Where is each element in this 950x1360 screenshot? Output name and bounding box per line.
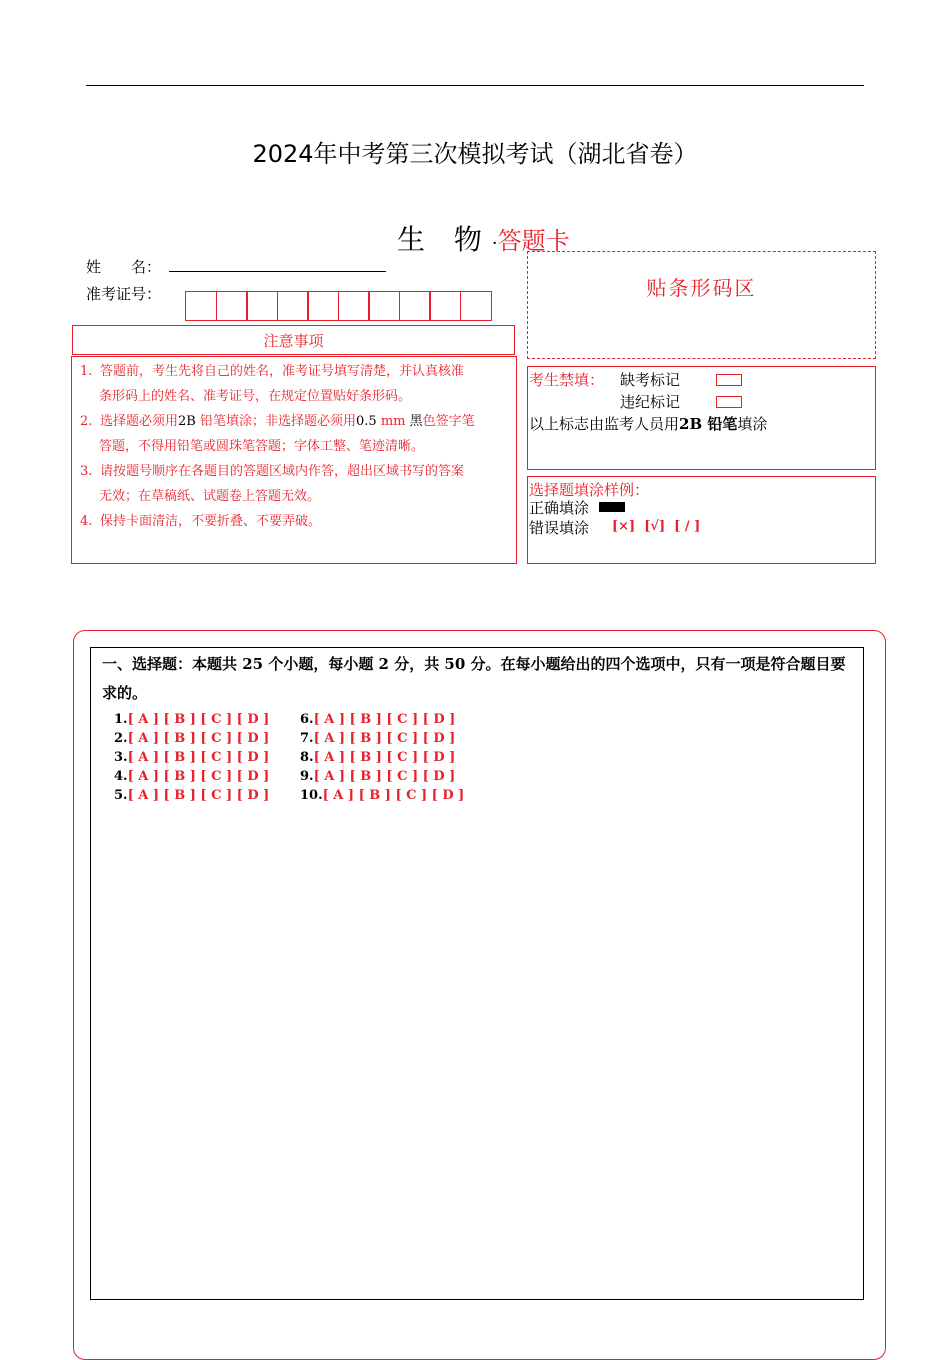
id-box[interactable]	[185, 291, 217, 321]
notice-body	[71, 356, 517, 564]
subject-name: 生 物	[397, 223, 492, 256]
answer-row[interactable]: 7.[ A ] [ B ] [ C ] [ D ]	[300, 731, 456, 746]
answer-row[interactable]: 9.[ A ] [ B ] [ C ] [ D ]	[300, 769, 456, 784]
name-field[interactable]	[169, 271, 386, 272]
answer-row[interactable]: 2.[ A ] [ B ] [ C ] [ D ]	[114, 731, 270, 746]
notice-item-1: 1. 答题前，考生先将自己的姓名，准考证号填写清楚，并认真核准 条形码上的姓名、准考证号，在规定位置贴好条形码。	[80, 364, 465, 404]
id-label: 准考证号：	[86, 285, 162, 303]
id-box[interactable]	[277, 291, 309, 321]
barcode-area	[527, 251, 876, 359]
id-number-boxes[interactable]	[185, 291, 490, 321]
id-box[interactable]	[399, 291, 431, 321]
forbid-title: 考生禁填：	[529, 371, 605, 389]
notice-item-2: 2. 选择题必须用2B 铅笔填涂；非选择题必须用0.5 mm 黑色签字笔 答题，不得用铅笔或圆珠笔答题；字体工整、笔迹清晰。	[80, 414, 475, 454]
exam-title: 2024年中考第三次模拟考试（湖北省卷）	[252, 140, 698, 168]
wrong-marks: [×] [√] [ / ]	[612, 519, 701, 534]
answer-row[interactable]: 6.[ A ] [ B ] [ C ] [ D ]	[300, 712, 456, 727]
barcode-label: 贴条形码区	[646, 276, 757, 300]
name-label: 姓 名：	[86, 258, 162, 276]
answers-left-column	[114, 710, 269, 805]
wrong-label: 错误填涂	[529, 519, 590, 537]
top-rule	[86, 85, 864, 86]
answer-row[interactable]: 10.[ A ] [ B ] [ C ] [ D ]	[300, 788, 465, 803]
answer-row[interactable]: 4.[ A ] [ B ] [ C ] [ D ]	[114, 769, 270, 784]
notice-item-3: 3. 请按题号顺序在各题目的答题区域内作答，超出区域书写的答案 无效；在草稿纸、试题卷上答题无效。	[80, 464, 465, 504]
sample-title: 选择题填涂样例：	[529, 481, 650, 499]
answer-row[interactable]: 1.[ A ] [ B ] [ C ] [ D ]	[114, 712, 270, 727]
violation-mark[interactable]	[716, 396, 742, 408]
forbid-note: 以上标志由监考人员用2B 铅笔填涂	[529, 415, 768, 433]
notice-item-4: 4. 保持卡面清洁，不要折叠、不要弄破。	[80, 514, 322, 529]
answer-row[interactable]: 5.[ A ] [ B ] [ C ] [ D ]	[114, 788, 270, 803]
id-box[interactable]	[246, 291, 278, 321]
notice-title: 注意事项	[72, 325, 515, 355]
answer-row[interactable]: 3.[ A ] [ B ] [ C ] [ D ]	[114, 750, 270, 765]
answer-row[interactable]: 8.[ A ] [ B ] [ C ] [ D ]	[300, 750, 456, 765]
id-box[interactable]	[338, 291, 370, 321]
section1-title: 一、选择题：本题共 25 个小题，每小题 2 分，共 50 分。在每小题给出的四个选项中，只有一项是符合题目要求的。	[102, 655, 846, 702]
id-box[interactable]	[216, 291, 248, 321]
correct-label: 正确填涂	[529, 499, 590, 517]
id-box[interactable]	[307, 291, 339, 321]
subject-dot: ·	[491, 233, 498, 254]
id-box[interactable]	[429, 291, 461, 321]
subject-card-label: 答题卡	[497, 227, 570, 255]
answers-right-column	[300, 710, 464, 805]
absent-mark[interactable]	[716, 374, 742, 386]
violation-label: 违纪标记	[620, 393, 681, 411]
correct-fill-sample	[599, 502, 625, 512]
id-box[interactable]	[460, 291, 492, 321]
id-box[interactable]	[368, 291, 400, 321]
absent-label: 缺考标记	[620, 371, 681, 389]
